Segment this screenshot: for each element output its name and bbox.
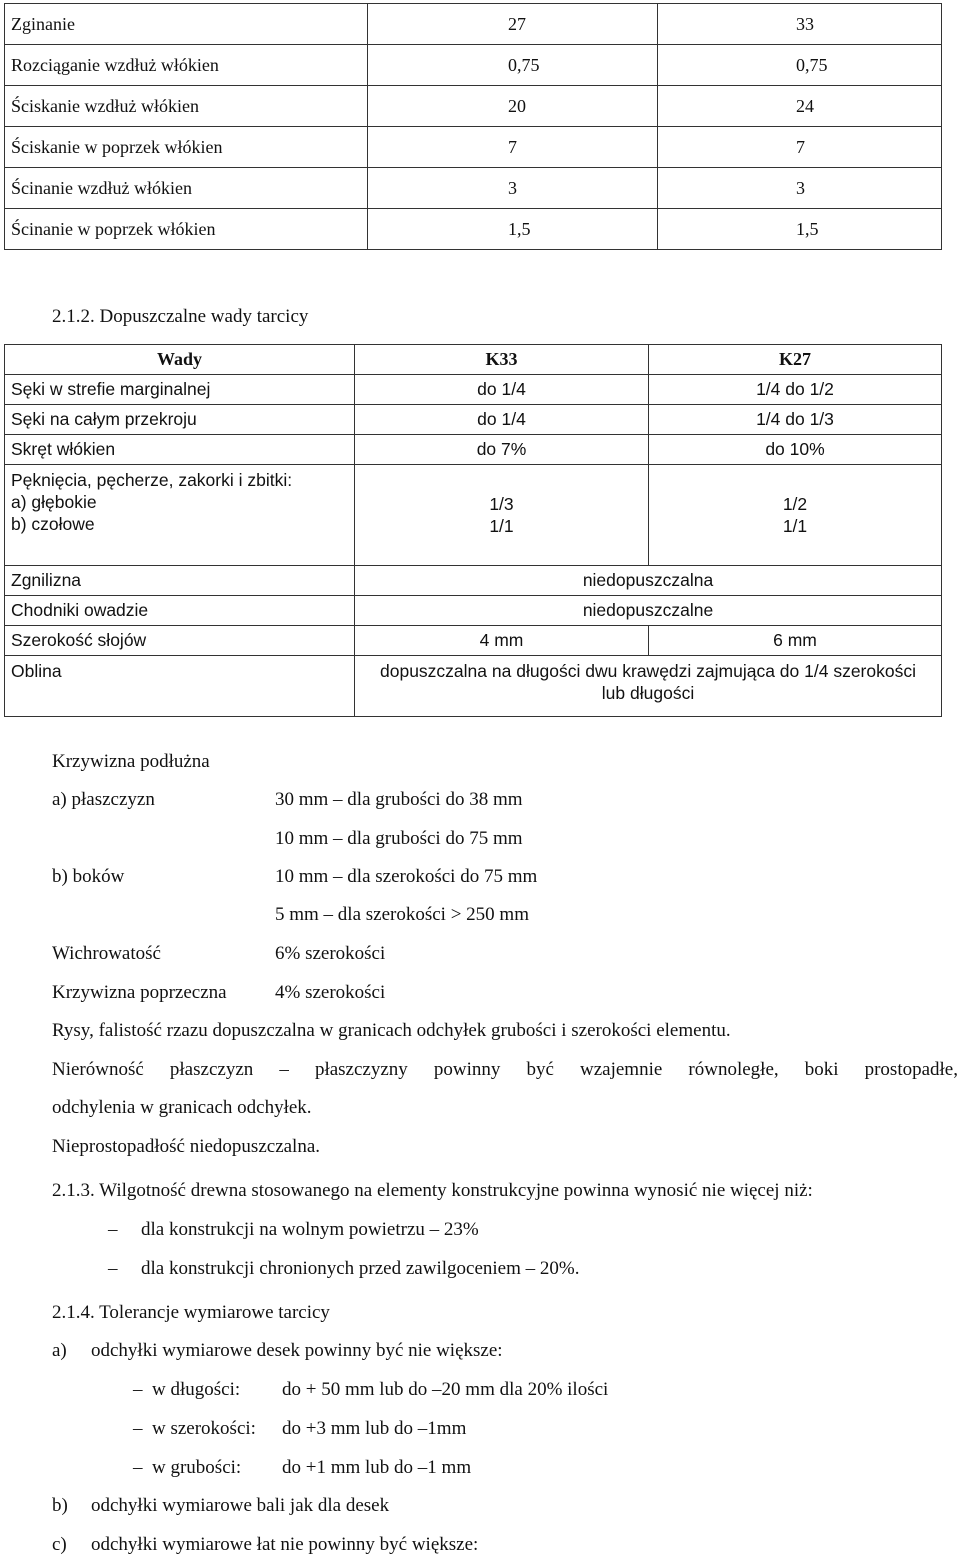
table-cell: Rozciąganie wzdłuż włókien (5, 45, 368, 86)
tolerance-value: do +3 mm lub do –1mm (282, 1418, 467, 1439)
tolerance-label: w grubości: (152, 1457, 242, 1478)
list-dash: – (133, 1379, 143, 1400)
krzywizna-poprzeczna-value: 4% szerokości (275, 982, 386, 1003)
list-item: dla konstrukcji chronionych przed zawilgoceniem – 20%. (141, 1258, 580, 1279)
table-row (5, 209, 942, 250)
table-row (5, 465, 942, 566)
table-cell: do 1/4 (355, 405, 649, 435)
nieprostopadlosc-paragraph: Nieprostopadłość niedopuszczalna. (52, 1136, 321, 1157)
table-cell: niedopuszczalna (355, 566, 942, 596)
table-row (5, 375, 942, 405)
krzywizna-podluzna-label: Krzywizna podłużna (52, 751, 210, 772)
table-cell: Zgnilizna (5, 566, 355, 596)
list-item: odchyłki wymiarowe łat nie powinny być większe: (91, 1534, 479, 1555)
table-cell: Sęki w strefie marginalnej (5, 375, 355, 405)
table-cell: 7 (658, 127, 942, 168)
table-cell: Skręt włókien (5, 435, 355, 465)
list-dash: – (133, 1457, 143, 1478)
list-label-a: a) (52, 1340, 67, 1361)
cell-line: b) czołowe (11, 514, 95, 534)
table-cell: do 7% (355, 435, 649, 465)
cell-line: dopuszczalna na długości dwu krawędzi zajmująca do 1/4 szerokości (380, 661, 916, 681)
table-cell: 1,5 (658, 209, 942, 250)
list-dash: – (108, 1258, 118, 1279)
table-row (5, 127, 942, 168)
table-cell (5, 465, 355, 566)
rysy-paragraph: Rysy, falistość rzazu dopuszczalna w granicach odchyłek grubości i szerokości elementu. (52, 1020, 731, 1041)
table-cell: 27 (368, 4, 658, 45)
cell-line: lub długości (601, 683, 695, 703)
defects-table (4, 344, 942, 717)
table-row (5, 45, 942, 86)
tolerance-label: w szerokości: (152, 1418, 256, 1439)
table-cell (355, 465, 649, 566)
plaszczyzn-label: a) płaszczyzn (52, 789, 155, 810)
table-row (5, 626, 942, 656)
table-cell: 4 mm (355, 626, 649, 656)
tolerance-value: do + 50 mm lub do –20 mm dla 20% ilości (282, 1379, 609, 1400)
table-cell: Chodniki owadzie (5, 596, 355, 626)
cell-line: 1/1 (489, 516, 514, 536)
cell-line: 1/1 (782, 516, 808, 536)
table-cell: Ścinanie wzdłuż włókien (5, 168, 368, 209)
nierownosc-paragraph-line-2: odchylenia w granicach odchyłek. (52, 1097, 312, 1118)
table-row (5, 656, 942, 717)
strength-table (4, 3, 942, 250)
table-cell: 3 (368, 168, 658, 209)
section-heading-2-1-2: 2.1.2. Dopuszczalne wady tarcicy (52, 306, 309, 327)
table-cell: do 1/4 (355, 375, 649, 405)
table-cell: 33 (658, 4, 942, 45)
table-cell (355, 656, 942, 717)
table-cell: Zginanie (5, 4, 368, 45)
list-dash: – (108, 1219, 118, 1240)
table-row (5, 4, 942, 45)
table-cell (649, 465, 942, 566)
table-cell: Ściskanie wzdłuż włókien (5, 86, 368, 127)
table-row (5, 596, 942, 626)
table-cell: 6 mm (649, 626, 942, 656)
table-cell: 24 (658, 86, 942, 127)
wichrowatosc-label: Wichrowatość (52, 943, 161, 964)
list-item: odchyłki wymiarowe desek powinny być nie większe: (91, 1340, 503, 1361)
tolerance-value: do +1 mm lub do –1 mm (282, 1457, 472, 1478)
cell-line: a) głębokie (11, 492, 97, 512)
list-label-b: b) (52, 1495, 68, 1516)
plaszczyzn-value-1: 30 mm – dla grubości do 38 mm (275, 789, 523, 810)
krzywizna-poprzeczna-label: Krzywizna poprzeczna (52, 982, 227, 1003)
table-header-row (5, 345, 942, 375)
table-cell: niedopuszczalne (355, 596, 942, 626)
section-heading-2-1-3: 2.1.3. Wilgotność drewna stosowanego na elementy konstrukcyjne powinna wynosić nie więcej niż: (52, 1180, 813, 1201)
table-cell: 3 (658, 168, 942, 209)
plaszczyzn-value-2: 10 mm – dla grubości do 75 mm (275, 828, 523, 849)
bokow-value-1: 10 mm – dla szerokości do 75 mm (275, 866, 538, 887)
cell-line: Pęknięcia, pęcherze, zakorki i zbitki: (11, 470, 293, 490)
table-cell: Sęki na całym przekroju (5, 405, 355, 435)
header-cell: Wady (5, 345, 355, 375)
table-cell: 1,5 (368, 209, 658, 250)
bokow-value-2: 5 mm – dla szerokości > 250 mm (275, 904, 529, 925)
table-cell: Oblina (5, 656, 355, 717)
list-item: odchyłki wymiarowe bali jak dla desek (91, 1495, 390, 1516)
table-cell: 20 (368, 86, 658, 127)
cell-line: 1/2 (782, 494, 808, 514)
table-cell: do 10% (649, 435, 942, 465)
table-cell: 0,75 (368, 45, 658, 86)
list-label-c: c) (52, 1534, 67, 1555)
table-cell: 7 (368, 127, 658, 168)
table-row (5, 435, 942, 465)
nierownosc-paragraph-line-1: Nierówność płaszczyzn – płaszczyzny powinny być wzajemnie równoległe, boki prostopadłe, (52, 1059, 958, 1080)
table-row (5, 405, 942, 435)
table-cell: 0,75 (658, 45, 942, 86)
table-cell: Szerokość słojów (5, 626, 355, 656)
header-cell: K33 (355, 345, 649, 375)
table-row (5, 86, 942, 127)
table-row (5, 566, 942, 596)
tolerance-label: w długości: (152, 1379, 241, 1400)
table-cell: Ściskanie w poprzek włókien (5, 127, 368, 168)
bokow-label: b) boków (52, 866, 125, 887)
wichrowatosc-value: 6% szerokości (275, 943, 386, 964)
cell-line: 1/3 (489, 494, 514, 514)
table-cell: 1/4 do 1/3 (649, 405, 942, 435)
table-cell: Ścinanie w poprzek włókien (5, 209, 368, 250)
header-cell: K27 (649, 345, 942, 375)
table-row (5, 168, 942, 209)
table-cell: 1/4 do 1/2 (649, 375, 942, 405)
section-heading-2-1-4: 2.1.4. Tolerancje wymiarowe tarcicy (52, 1302, 330, 1323)
list-item: dla konstrukcji na wolnym powietrzu – 23% (141, 1219, 479, 1240)
list-dash: – (133, 1418, 143, 1439)
